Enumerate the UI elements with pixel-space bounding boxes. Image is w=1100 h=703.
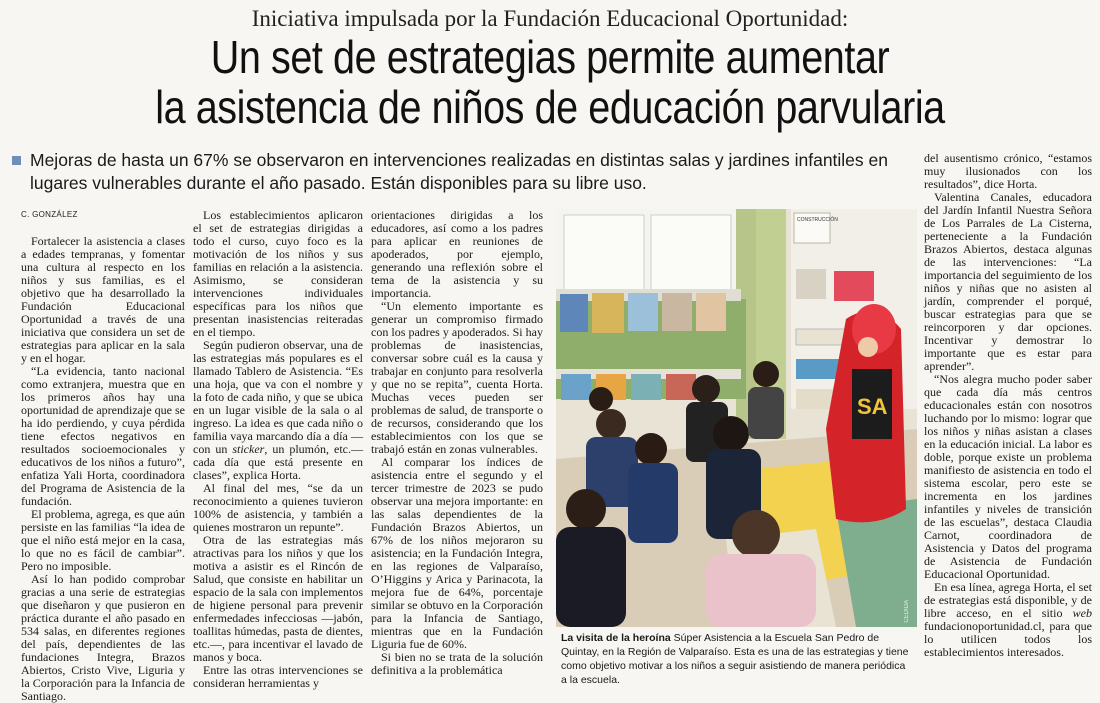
caption-text: Súper Asistencia a la Escuela San Pedro de Quintay, en la Región de Valparaíso. Esta es una de las estrategias y tiene como objetivo motivar a los niños a seguir asistiendo de manera periódica a la escuela.	[561, 632, 909, 686]
paragraph: Así lo han podido comprobar gracias a una serie de estrategias que diseñaron y que pusieron en práctica durante el año pasado en 534 salas, en diferentes regiones del país, dependientes de las fundaciones Integra, Brazos Abiertos, Cristo Vive, Liguria y la Corporación para la Infancia de Santiago.	[21, 572, 185, 703]
paragraph: “Un elemento importante es generar un compromiso firmado con los padres y apoderados. Si hay problemas de inasistencias, conversar sobre cuál es la causa y trabajar en conjunto para resolverla y que no se repita”, cuenta Horta. Muchas veces pueden ser problemas de salud, de transporte o de recursos, considerando que los establecimientos con los que se trabajó están en zonas vulnerables.	[371, 299, 543, 456]
paragraph: Al final del mes, “se da un reconocimiento a quienes tuvieron 100% de asistencia, y también a quienes mostraron un repunte”.	[193, 481, 363, 534]
classroom-photo-illustration	[556, 209, 917, 627]
paragraph: del ausentismo crónico, “estamos muy ilusionados con los resultados”, dice Horta.	[924, 151, 1092, 191]
paragraph: Al comparar los índices de asistencia entre el segundo y el tercer trimestre de 2023 se pudo observar una mejora importante: en las salas dependientes de la Fundación Brazos Abiertos, un 67% de los niños mejoraron su asistencia; en la Fundación Integra, en las regiones de Valparaíso, O’Higgins y Arica y Parinacota, la mejora fue de 64%, porcentaje similar se obtuvo en la Corporación para la Infancia de Santiago, mientras que en la Fundación Liguria fue de 60%.	[371, 455, 543, 651]
paragraph: El problema, agrega, es que aún persiste en las familias “la idea de que el niño está mejor en la casa, lo que no es fácil de cambiar”. Pero no imposible.	[21, 507, 185, 573]
text-run: , un plumón, etc.— cada día que está presente en clases”, explica Horta.	[193, 442, 364, 482]
kicker: Iniciativa impulsada por la Fundación Educacional Oportunidad:	[251, 6, 849, 31]
paragraph: Los establecimientos aplicaron el set de estrategias dirigidas a todo el curso, cuyo foco es la motivación de los niños y sus familias en relación a la asistencia. Asimismo, se consideran intervenciones individuales específicas para los niños que presentan inasistencias reiteradas en el tiempo.	[193, 208, 363, 339]
paragraph: Otra de las estrategias más atractivas para los niños y que los motiva a asistir es el Rincón de Salud, que consiste en habilitar un espacio de la sala con implementos de higiene personal para prevenir enfermedades infecciosas —jabón, toallitas húmedas, pasta de dientes, etc.—, para incentivar el lavado de manos y boca.	[193, 533, 363, 664]
paragraph: “La evidencia, tanto nacional como extranjera, muestra que en los primeros años hay una oportunidad de aprendizaje que se ha ido perdiendo, y cuya pérdida tiene efectos negativos en resultados socioemocionales y educativos de los niños a futuro”, enfatiza Yali Horta, coordinadora del Programa de Asistencia de la fundación.	[21, 364, 185, 508]
article-column-1	[21, 234, 185, 703]
headline-line-2: la asistencia de niños de educación parvularia	[155, 81, 945, 133]
deck-summary: Mejoras de hasta un 67% se observaron en intervenciones realizadas en distintas salas y jardines infantiles en lugares vulnerables durante el año pasado. Están disponibles para su libre uso.	[30, 150, 888, 193]
paragraph: Valentina Canales, educadora del Jardín Infantil Nuestra Señora de Los Parrales de La Cisterna, perteneciente a la Fundación Brazos Abiertos, destaca algunas de las intervenciones: “La importancia del seguimiento de los niños y niñas que no asisten al jardín, comprender el porqué, buscar estrategias para que se reincorporen y dar opciones. Incentivar y demostrar lo importante que es estar para aprender”.	[924, 190, 1092, 373]
paragraph	[924, 581, 1092, 659]
byline: C. GONZÁLEZ	[21, 210, 78, 219]
photo-credit: CEDIDA	[904, 600, 910, 623]
text-run: Según pudieron observar, una de las estrategias más populares es el llamado Tablero de Asistencia. “Es una hoja, que va con el nombre y la foto de cada niño, y que se ubica en un lugar visible de la sala o al ingreso. La idea es que cada niño o familia vaya marcando día a día —con un	[193, 338, 363, 456]
wall-sign-text: CONSTRUCCIÓN	[797, 217, 838, 223]
paragraph: “Nos alegra mucho poder saber que cada día más centros educacionales están con nosotros luchando por lo mismo: lograr que los niños y niñas asistan a clases en la educación inicial. La labor es doble, porque existe un problema manifiesto de asistencia en todo el sistema escolar, pero este se incrementa en los jardines infantiles y niveles de transición de las escuelas”, destaca Claudia Carnot, coordinadora de Asistencia y Datos del programa de Asistencia de Fundación Educacional Oportunidad.	[924, 372, 1092, 581]
headline-line-1: Un set de estrategias permite aumentar	[210, 31, 890, 83]
article-column-2	[193, 209, 363, 693]
italic-word: sticker	[232, 442, 265, 456]
italic-word: web	[1072, 606, 1092, 620]
article-column-3	[371, 209, 543, 693]
paragraph: Entre las otras intervenciones se consideran herramientas y	[193, 663, 363, 690]
text-run: fundacionoportunidad.cl, para que lo utilicen todos los establecimientos interesados.	[924, 619, 1092, 659]
photo-caption	[561, 631, 913, 687]
caption-title: La visita de la heroína	[561, 632, 671, 644]
text-run: En esa línea, agrega Horta, el set de estrategias está disponible, y de libre acceso, en el sitio	[924, 580, 1092, 620]
deck-bullet-icon	[12, 156, 21, 165]
paragraph: Si bien no se trata de la solución definitiva a la problemática	[371, 650, 543, 677]
article-photo	[556, 209, 917, 627]
hero-emblem: SA	[857, 394, 888, 419]
paragraph: orientaciones dirigidas a los educadores, así como a los padres para aplicar en reuniones de apoderados, por ejemplo, generando una reflexión sobre el tema de la asistencia y su importancia.	[371, 208, 543, 300]
paragraph: Fortalecer la asistencia a clases a edades tempranas, y fomentar una cultura al respecto en los niños y sus familias, es el objetivo que ha desarrollado la Fundación Educacional Oportunidad a través de una iniciativa que considera un set de estrategias para aplicar en la sala y en el hogar.	[21, 234, 185, 365]
headline	[77, 32, 1023, 132]
paragraph	[193, 339, 363, 482]
article-column-4	[924, 152, 1092, 693]
